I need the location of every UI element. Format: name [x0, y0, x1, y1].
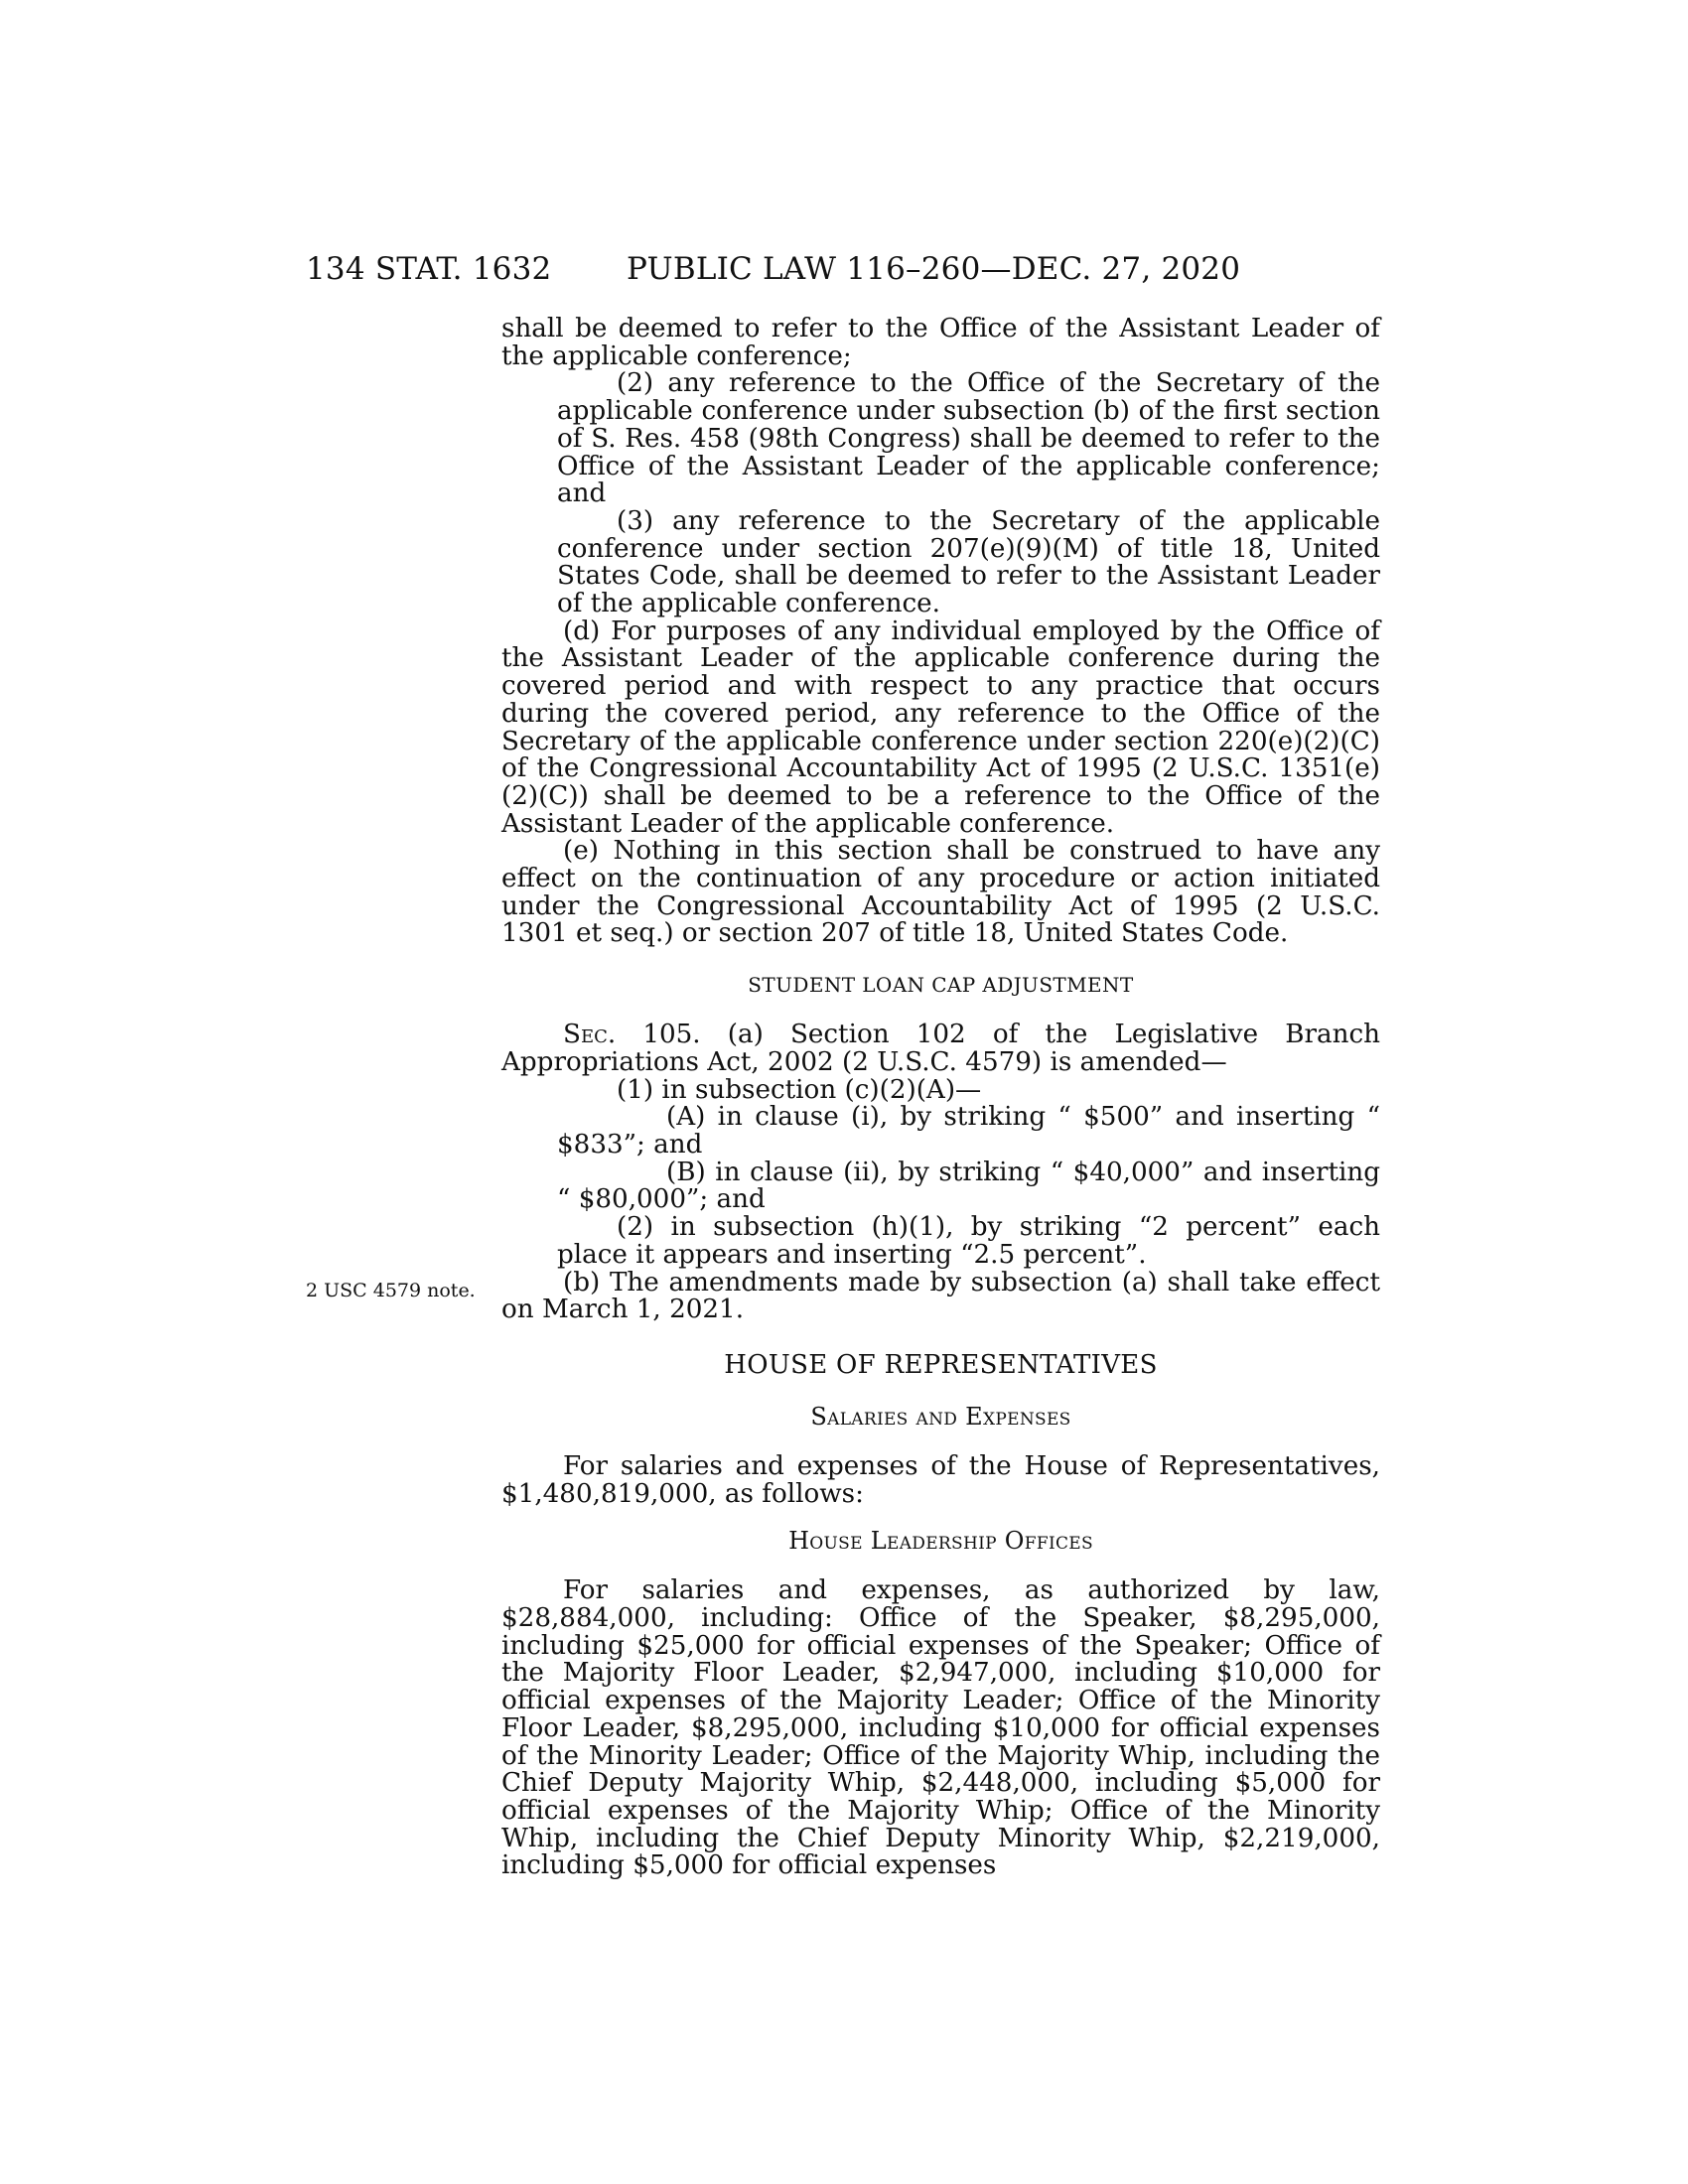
section-105-item-1: (1) in subsection (c)(2)(A)— [617, 1074, 982, 1105]
section-105-intro [501, 1022, 1380, 1076]
statute-page-number: 134 STAT. 1632 [306, 251, 552, 287]
heading-student-loan: STUDENT LOAN CAP ADJUSTMENT [748, 973, 1134, 998]
leadership-paragraph: For salaries and expenses, as authorized by law, $28,884,000, including: Office of the Speaker, $8,295,000, including $25,000 for official expenses of the Speaker; Office of the Majority Floor Leader, $2,947,000, including $10,000 for official expenses of the Majority Leader; Office of the Minority Floor Leader, $8,295,000, including $10,000 for official expenses of the Minority Leader; Office of the Majority Whip, including the Chief Deputy Majority Whip, $2,448,000, including $5,000 for official expenses of the Majority Whip; Office of the Minority Whip, including the Chief Deputy Minority Whip, $2,219,000, including $5,000 for official expenses [501, 1575, 1380, 1881]
page-header [306, 248, 1368, 290]
paragraph-continuation: shall be deemed to refer to the Office of the Assistant Leader of the applicable conference; [501, 314, 1380, 371]
heading-leadership: House Leadership Offices [788, 1527, 1093, 1556]
paragraph-item-3: (3) any reference to the Secretary of the applicable conference under section 207(e)(9)(M) of title 18, United States Code, shall be deemed to refer to the Assistant Leader of the applicable conference. [557, 505, 1380, 619]
paragraph-subsection-e: (e) Nothing in this section shall be construed to have any effect on the continuation of any procedure or action initiated under the Congressional Accountability Act of 1995 (2 U.S.C. 1301 et seq.) or section 207 of title 18, United States Code. [501, 836, 1380, 949]
margin-note: 2 USC 4579 note. [306, 1280, 476, 1301]
paragraph-item-2: (2) any reference to the Office of the Secretary of the applicable conference under subsection (b) of the first section of S. Res. 458 (98th Congress) shall be deemed to refer to the Office of the Assistant Leader of the applicable conference; and [557, 368, 1380, 509]
section-105-subsection-b: (b) The amendments made by subsection (a) shall take effect on March 1, 2021. [501, 1267, 1380, 1325]
section-105-item-2: (2) in subsection (h)(1), by striking “2 percent” each place it appears and inserting “2.5 percent”. [557, 1212, 1380, 1270]
salaries-paragraph: For salaries and expenses of the House of Representatives, $1,480,819,000, as follows: [501, 1450, 1380, 1509]
heading-salaries: Salaries and Expenses [810, 1402, 1071, 1431]
section-105-item-b: (B) in clause (ii), by striking “ $40,000” and inserting “ $80,000”; and [557, 1157, 1380, 1215]
section-105-text: 105. (a) Section 102 of the Legislative Branch Appropriations Act, 2002 (2 U.S.C. 4579) is amended— [501, 1020, 1380, 1077]
public-law-title: PUBLIC LAW 116–260—DEC. 27, 2020 [627, 251, 1241, 287]
document-body [501, 316, 1380, 1880]
section-label: Sec. [563, 1020, 617, 1050]
paragraph-subsection-d: (d) For purposes of any individual employed by the Office of the Assistant Leader of the applicable conference during the covered period and with respect to any practice that occurs during the covered period, any reference to the Office of the Secretary of the applicable conference under section 220(e)(2)(C) of the Congressional Accountability Act of 1995 (2 U.S.C. 1351(e)(2)(C)) shall be deemed to be a reference to the Office of the Assistant Leader of the applicable conference. [501, 615, 1380, 839]
heading-house: HOUSE OF REPRESENTATIVES [724, 1349, 1158, 1380]
section-105-item-a: (A) in clause (i), by striking “ $500” and inserting “ $833”; and [557, 1102, 1380, 1160]
